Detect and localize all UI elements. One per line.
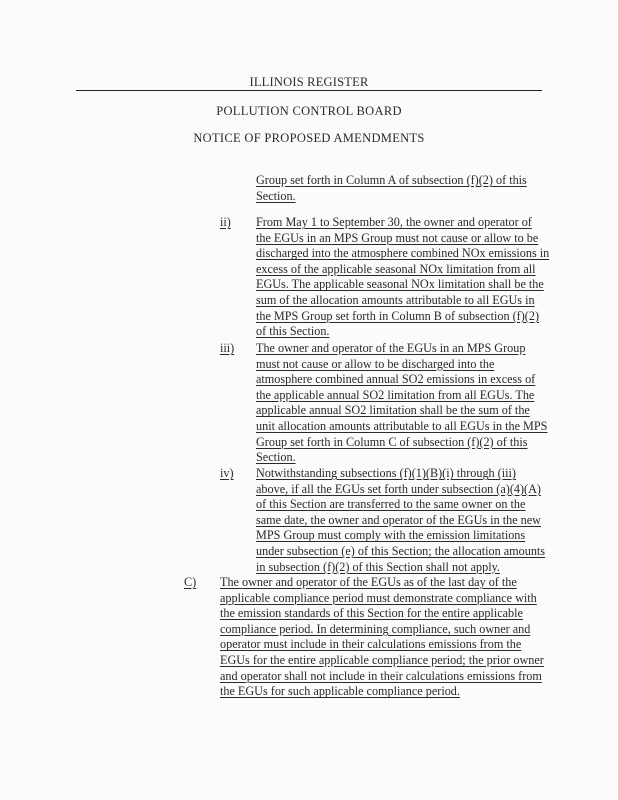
text-line: the applicable annual SO2 limitation from all EGUs. The	[256, 387, 535, 402]
item-iii-paragraph	[256, 341, 547, 466]
text-line: must not cause or allow to be discharged into the	[256, 356, 495, 371]
continuation-paragraph	[256, 173, 527, 204]
header-rule	[76, 90, 542, 91]
text-line: unit allocation amounts attributable to all EGUs in the MPS	[256, 418, 548, 433]
notice-title: NOTICE OF PROPOSED AMENDMENTS	[193, 131, 425, 145]
text-line: From May 1 to September 30, the owner and operator of	[256, 215, 532, 229]
item-ii-paragraph	[256, 215, 549, 340]
text-line: excess of the applicable seasonal NOx limitation from all	[256, 261, 536, 276]
text-line: applicable annual SO2 limitation shall be the sum of the	[256, 403, 530, 418]
text-line: under subsection (e) of this Section; the allocation amounts	[256, 543, 546, 558]
text-line: operator must include in their calculations emissions from the	[220, 637, 522, 652]
text-line: atmosphere combined annual SO2 emissions in excess of	[256, 372, 536, 387]
item-ii-label: ii)	[220, 215, 231, 229]
text-line: discharged into the atmosphere combined NOx emissions in	[256, 246, 550, 261]
text-line: The owner and operator of the EGUs as of the last day of the	[220, 575, 517, 589]
text-line: compliance period. In determining compliance, such owner and	[220, 621, 531, 636]
text-line: the MPS Group set forth in Column B of subsection (f)(2)	[256, 308, 539, 323]
text-line: the EGUs for such applicable compliance period.	[220, 684, 460, 699]
text-line: The owner and operator of the EGUs in an MPS Group	[256, 341, 526, 355]
text-line: Section.	[256, 188, 296, 203]
item-iv-paragraph	[256, 466, 545, 575]
text-line: of this Section.	[256, 324, 330, 339]
text-line: same date, the owner and operator of the EGUs in the new	[256, 512, 541, 527]
text-line: MPS Group must comply with the emission limitations	[256, 528, 526, 543]
text-line: above, if all the EGUs set forth under subsection (a)(4)(A)	[256, 481, 541, 496]
text-line: applicable compliance period must demonstrate compliance with	[220, 590, 537, 605]
text-line: Notwithstanding subsections (f)(1)(B)(i) through (iii)	[256, 466, 516, 480]
board-name: POLLUTION CONTROL BOARD	[216, 104, 402, 118]
item-iv-label: iv)	[220, 466, 234, 480]
text-line: of this Section are transferred to the same owner on the	[256, 497, 526, 512]
text-line: sum of the allocation amounts attributable to all EGUs in	[256, 292, 535, 307]
item-iii-label: iii)	[220, 341, 235, 355]
item-c-paragraph	[220, 575, 544, 700]
text-line: EGUs. The applicable seasonal NOx limitation shall be the	[256, 277, 544, 292]
text-line: Group set forth in Column C of subsection (f)(2) of this	[256, 434, 528, 449]
text-line: EGUs for the entire applicable compliance period; the prior owner	[220, 652, 544, 667]
text-line: the EGUs in an MPS Group must not cause or allow to be	[256, 230, 539, 245]
register-title: ILLINOIS REGISTER	[249, 75, 369, 89]
text-line: and operator shall not include in their calculations emissions from	[220, 668, 542, 683]
text-line: Group set forth in Column A of subsection (f)(2) of this	[256, 173, 527, 187]
item-c-label: C)	[184, 575, 197, 589]
text-line: Section.	[256, 450, 296, 465]
text-line: in subsection (f)(2) of this Section shall not apply.	[256, 559, 500, 574]
text-line: the emission standards of this Section for the entire applicable	[220, 606, 523, 621]
